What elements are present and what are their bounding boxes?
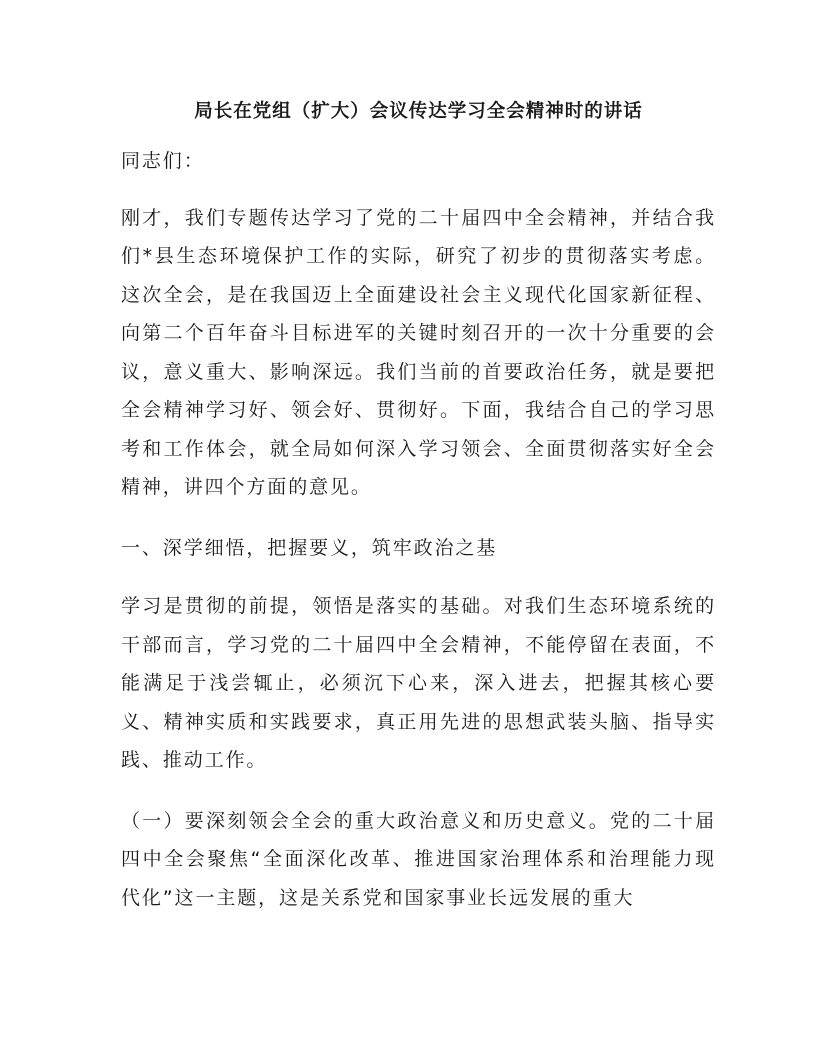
- document-title: 局长在党组（扩大）会议传达学习全会精神时的讲话: [194, 101, 643, 122]
- intro-paragraph: 刚才，我们专题传达学习了党的二十届四中全会精神，并结合我们*县生态环境保护工作的实际，研究了初步的贯彻落实考虑。这次全会，是在我国迈上全面建设社会主义现代化国家新征程、向第二个百年奋斗目标进军的关键时刻召开的一次十分重要的会议，意义重大、影响深远。我们当前的首要政治任务，就是要把全会精神学习好、领会好、贯彻好。下面，我结合自己的学习思考和工作体会，就全局如何深入学习领会、全面贯彻落实好全会精神，讲四个方面的意见。: [121, 206, 716, 498]
- section-heading-1: 一、深学细悟，把握要义，筑牢政治之基: [121, 536, 498, 559]
- salutation: 同志们：: [121, 150, 205, 172]
- subsection-1-paragraph: （一）要深刻领会全会的重大政治意义和历史意义。党的二十届四中全会聚焦“全面深化改革、推进国家治理体系和治理能力现代化”这一主题，这是关系党和国家事业长远发展的重大: [121, 809, 716, 909]
- section-1-paragraph: 学习是贯彻的前提，领悟是落实的基础。对我们生态环境系统的干部而言，学习党的二十届四中全会精神，不能停留在表面，不能满足于浅尝辄止，必须沉下心来，深入进去，把握其核心要义、精神实质和实践要求，真正用先进的思想武装头脑、指导实践、推动工作。: [121, 595, 716, 771]
